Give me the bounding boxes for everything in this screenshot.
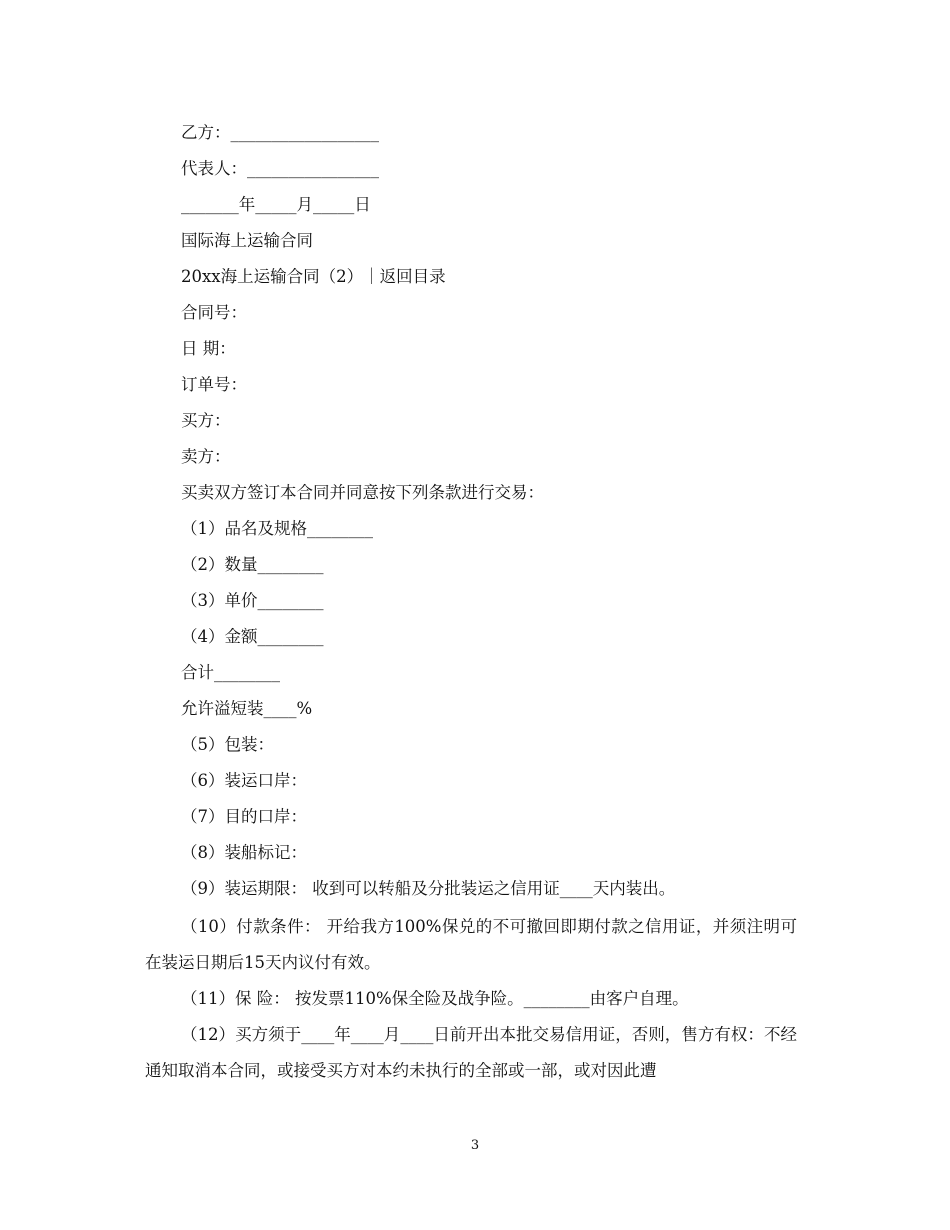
page-number: 3 (470, 1138, 480, 1153)
clause-1: （1）品名及规格________ (181, 519, 373, 538)
party-b-line: 乙方：__________________ (181, 123, 379, 142)
buyer-line: 买方： (181, 411, 231, 430)
seller-line: 卖方： (181, 447, 231, 466)
contract-title: 国际海上运输合同 (181, 231, 313, 250)
nav-return-link[interactable]: 20xx海上运输合同（2）｜返回目录 (181, 267, 446, 286)
clause-12-paragraph: （12）买方须于____年____月____日前开出本批交易信用证，否则，售方有权：不经通知取消本合同，或接受买方对本约未执行的全部或一部，或对因此遭 (145, 1025, 797, 1080)
contract-number-line: 合同号： (181, 303, 247, 322)
clause-4: （4）金额________ (181, 627, 324, 646)
clause-2: （2）数量________ (181, 555, 324, 574)
representative-line: 代表人：________________ (181, 159, 379, 178)
order-number-line: 订单号： (181, 375, 247, 394)
clause-9: （9）装运期限： 收到可以转船及分批装运之信用证____天内装出。 (181, 879, 676, 898)
clause-8: （8）装船标记： (181, 843, 307, 862)
clause-11-paragraph: （11）保 险： 按发票110%保全险及战争险。________由客户自理。 (181, 989, 689, 1008)
clause-6: （6）装运口岸： (181, 771, 307, 790)
clause-3: （3）单价________ (181, 591, 324, 610)
clause-10-paragraph: （10）付款条件： 开给我方100%保兑的不可撤回即期付款之信用证，并须注明可在装运日期后15天内议付有效。 (145, 917, 797, 972)
tolerance-line: 允许溢短装____% (181, 699, 313, 718)
total-line: 合计________ (181, 663, 280, 682)
clause-7: （7）目的口岸： (181, 807, 307, 826)
date-blank-line: _______年_____月_____日 (181, 195, 371, 214)
agreement-line: 买卖双方签订本合同并同意按下列条款进行交易： (181, 483, 544, 502)
clause-5: （5）包装： (181, 735, 274, 754)
date-line: 日 期： (181, 339, 236, 358)
